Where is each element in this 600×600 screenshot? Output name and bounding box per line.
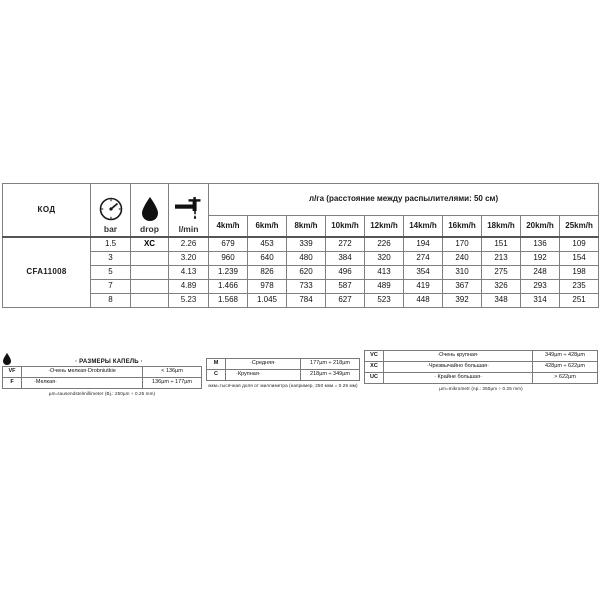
flow-6kmh: 453 [248,237,287,252]
header-speed-12: 12km/h [365,215,404,237]
flow-16kmh: 240 [443,252,482,266]
nozzle-code: CFA11008 [3,237,91,308]
flow-12kmh: 226 [365,237,404,252]
flow-20kmh: 192 [521,252,560,266]
table-row [3,252,599,266]
flow-20kmh: 314 [521,294,560,308]
legend-block-right [364,350,598,391]
flow-10kmh: 384 [326,252,365,266]
legend-range-uc: > 622µm [533,373,598,384]
legend-range-xc: 428µm ÷ 622µm [533,362,598,373]
drop-class: C [131,266,169,280]
legend-middle-footnote: мкм=тысячная доля от миллиметра (например, 250 мкм = 0.25 мм) [208,383,358,388]
table-row [3,237,599,252]
swatch-m: M [207,359,226,370]
flow-14kmh: 419 [404,280,443,294]
flow-8kmh: 339 [287,237,326,252]
header-lmin-label: l/min [178,223,199,234]
header-lmin [169,184,209,238]
drop-class: XC [131,237,169,252]
legend-row [365,373,598,384]
legend-range-f: 136µm ÷ 177µm [143,378,202,389]
header-span-title: л/га (расстояние между распылителями: 50 см) [209,184,599,216]
flow-8kmh: 784 [287,294,326,308]
drop-class: VC [131,252,169,266]
swatch-c: C [207,370,226,381]
flow-25kmh: 198 [560,266,599,280]
flow-8kmh: 480 [287,252,326,266]
lmin-value: 5.23 [169,294,209,308]
flow-20kmh: 248 [521,266,560,280]
legend-left-heading [2,352,202,366]
legend-name-m: ·Средняя· [226,359,301,370]
flow-8kmh: 733 [287,280,326,294]
flow-14kmh: 274 [404,252,443,266]
flow-12kmh: 523 [365,294,404,308]
bar-value: 1.5 [91,237,131,252]
flow-6kmh: 978 [248,280,287,294]
flow-20kmh: 136 [521,237,560,252]
flow-18kmh: 213 [482,252,521,266]
header-speed-14: 14km/h [404,215,443,237]
flow-16kmh: 310 [443,266,482,280]
water-drop-icon [2,352,12,366]
flow-4kmh: 1.466 [209,280,248,294]
legend-left-title: · РАЗМЕРЫ КАПЕЛЬ · [75,359,143,365]
water-drop-icon [140,194,160,224]
flow-20kmh: 293 [521,280,560,294]
flow-4kmh: 1.568 [209,294,248,308]
legend-block-middle [206,358,360,388]
legend-block-left [2,352,202,396]
legend-middle-table [206,358,360,381]
legend-right-footnote: µm=mikrometr (np.: 250µm ÷ 0.25 mm) [439,386,523,391]
legend-range-c: 218µm ÷ 349µm [301,370,360,381]
bar-value: 7 [91,280,131,294]
flow-10kmh: 496 [326,266,365,280]
flow-10kmh: 627 [326,294,365,308]
legend-range-vf: < 136µm [143,367,202,378]
lmin-value: 4.89 [169,280,209,294]
legend-left-footnote: µm=tausendstelmillimeter (Bj.: 250µm ÷ 0.25 mm) [48,391,156,396]
flow-12kmh: 320 [365,252,404,266]
bar-value: 3 [91,252,131,266]
flow-12kmh: 413 [365,266,404,280]
nozzle-flow-table [2,183,599,308]
flow-12kmh: 489 [365,280,404,294]
flow-14kmh: 194 [404,237,443,252]
pressure-gauge-icon [98,194,124,224]
header-bar [91,184,131,238]
flow-6kmh: 826 [248,266,287,280]
flow-4kmh: 960 [209,252,248,266]
legend-row [3,367,202,378]
flow-16kmh: 392 [443,294,482,308]
flow-4kmh: 1.239 [209,266,248,280]
swatch-vc: VC [365,351,384,362]
flow-10kmh: 587 [326,280,365,294]
droplet-size-legend [0,352,600,416]
swatch-uc: UC [365,373,384,384]
flow-6kmh: 1.045 [248,294,287,308]
table-header-row-top [3,184,599,216]
header-speed-16: 16km/h [443,215,482,237]
legend-row [365,362,598,373]
lmin-value: 4.13 [169,266,209,280]
faucet-icon [174,194,204,224]
legend-name-vc: ·Очень крупная· [384,351,533,362]
header-speed-4: 4km/h [209,215,248,237]
table-row [3,294,599,308]
header-speed-6: 6km/h [248,215,287,237]
table-row [3,280,599,294]
legend-name-uc: · Крайне большая· [384,373,533,384]
legend-name-c: ·Крупная· [226,370,301,381]
flow-18kmh: 275 [482,266,521,280]
legend-range-vc: 349µm ÷ 428µm [533,351,598,362]
bar-value: 8 [91,294,131,308]
header-speed-20: 20km/h [521,215,560,237]
swatch-f: F [3,378,22,389]
header-code: КОД [3,184,91,238]
flow-18kmh: 326 [482,280,521,294]
flow-25kmh: 109 [560,237,599,252]
flow-18kmh: 348 [482,294,521,308]
flow-16kmh: 170 [443,237,482,252]
flow-6kmh: 640 [248,252,287,266]
drop-class: C [131,280,169,294]
lmin-value: 3.20 [169,252,209,266]
table-body [3,237,599,308]
flow-16kmh: 367 [443,280,482,294]
header-speed-8: 8km/h [287,215,326,237]
flow-25kmh: 251 [560,294,599,308]
header-drop [131,184,169,238]
bar-value: 5 [91,266,131,280]
flow-10kmh: 272 [326,237,365,252]
lmin-value: 2.26 [169,237,209,252]
legend-row [207,370,360,381]
flow-18kmh: 151 [482,237,521,252]
legend-name-vf: ·Очень мелкая·Drobniutkie [22,367,143,378]
legend-name-f: ·Мелкая· [22,378,143,389]
header-speed-18: 18km/h [482,215,521,237]
swatch-xc: XC [365,362,384,373]
legend-range-m: 177µm ÷ 218µm [301,359,360,370]
header-speed-25: 25km/h [560,215,599,237]
header-drop-label: drop [140,223,159,234]
flow-14kmh: 354 [404,266,443,280]
drop-class: C [131,294,169,308]
header-bar-label: bar [103,223,118,234]
legend-right-table [364,350,598,384]
header-speed-10: 10km/h [326,215,365,237]
legend-row [207,359,360,370]
flow-8kmh: 620 [287,266,326,280]
table-row [3,266,599,280]
flow-25kmh: 235 [560,280,599,294]
legend-name-xc: ·Чрезвычайно большая· [384,362,533,373]
flow-14kmh: 448 [404,294,443,308]
swatch-vf: VF [3,367,22,378]
legend-row [365,351,598,362]
flow-4kmh: 679 [209,237,248,252]
flow-25kmh: 154 [560,252,599,266]
